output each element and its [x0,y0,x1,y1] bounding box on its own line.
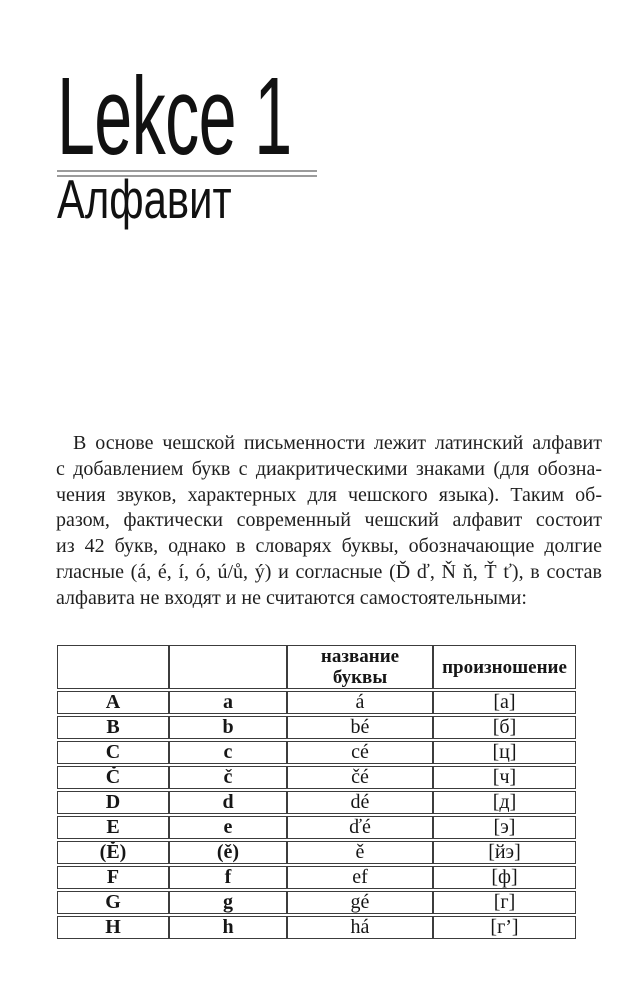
paragraph-line: гласные (á, é, í, ó, ú/ů, ý) и согласные (Ď ď, Ň ň, Ť ť), в состав [56,560,602,583]
lowercase-letter-cell: a [169,691,287,714]
letter-name-cell: dé [287,791,433,814]
letter-name-cell: ě [287,841,433,864]
intro-paragraph [56,431,602,612]
uppercase-letter-cell: (Ě) [57,841,169,864]
lowercase-letter-cell: č [169,766,287,789]
letter-name-cell: bé [287,716,433,739]
table-row [57,841,576,864]
letter-name-cell: gé [287,891,433,914]
table-header-row [57,645,576,689]
uppercase-letter-cell: G [57,891,169,914]
letter-name-cell: cé [287,741,433,764]
lowercase-letter-cell: h [169,916,287,939]
letter-name-cell: ef [287,866,433,889]
header-uppercase-letter [57,645,169,689]
uppercase-letter-cell: F [57,866,169,889]
pronunciation-cell: [а] [433,691,576,714]
table-row [57,866,576,889]
lowercase-letter-cell: (ě) [169,841,287,864]
pronunciation-cell: [д] [433,791,576,814]
lowercase-letter-cell: e [169,816,287,839]
letter-name-cell: čé [287,766,433,789]
table-row [57,716,576,739]
header-pronunciation: произношение [433,645,576,689]
pronunciation-cell: [г’] [433,916,576,939]
pronunciation-cell: [ц] [433,741,576,764]
paragraph-line: чения звуков, характерных для чешского языка). Таким об- [56,483,602,506]
uppercase-letter-cell: D [57,791,169,814]
lowercase-letter-cell: d [169,791,287,814]
letter-name-cell: á [287,691,433,714]
letter-name-cell: há [287,916,433,939]
uppercase-letter-cell: E [57,816,169,839]
alphabet-table [57,643,576,941]
table-row [57,766,576,789]
uppercase-letter-cell: A [57,691,169,714]
uppercase-letter-cell: C [57,741,169,764]
paragraph-line: В основе чешской письменности лежит латинский алфавит [73,432,602,454]
uppercase-letter-cell: H [57,916,169,939]
header-lowercase-letter [169,645,287,689]
uppercase-letter-cell: Č [57,766,169,789]
pronunciation-cell: [ф] [433,866,576,889]
table-row [57,816,576,839]
table-row [57,891,576,914]
alphabet-table-body [57,691,576,939]
lowercase-letter-cell: f [169,866,287,889]
lowercase-letter-cell: g [169,891,287,914]
table-row [57,691,576,714]
uppercase-letter-cell: B [57,716,169,739]
lowercase-letter-cell: b [169,716,287,739]
table-row [57,791,576,814]
lesson-subtitle: Алфавит [57,168,232,230]
pronunciation-cell: [ч] [433,766,576,789]
table-row [57,741,576,764]
lesson-title: Lekce 1 [57,55,292,178]
pronunciation-cell: [йэ] [433,841,576,864]
paragraph-line: алфавита не входят и не считаются самостоятельными: [56,586,527,609]
paragraph-line: разом, фактически современный чешский алфавит состоит [56,509,602,532]
pronunciation-cell: [э] [433,816,576,839]
paragraph-line: из 42 букв, однако в словарях буквы, обозначающие долгие [56,535,602,558]
table-row [57,916,576,939]
pronunciation-cell: [б] [433,716,576,739]
header-letter-name: название буквы [287,645,433,689]
lowercase-letter-cell: c [169,741,287,764]
pronunciation-cell: [г] [433,891,576,914]
paragraph-line: с добавлением букв с диакритическими знаками (для обозна- [56,457,602,480]
letter-name-cell: ďé [287,816,433,839]
